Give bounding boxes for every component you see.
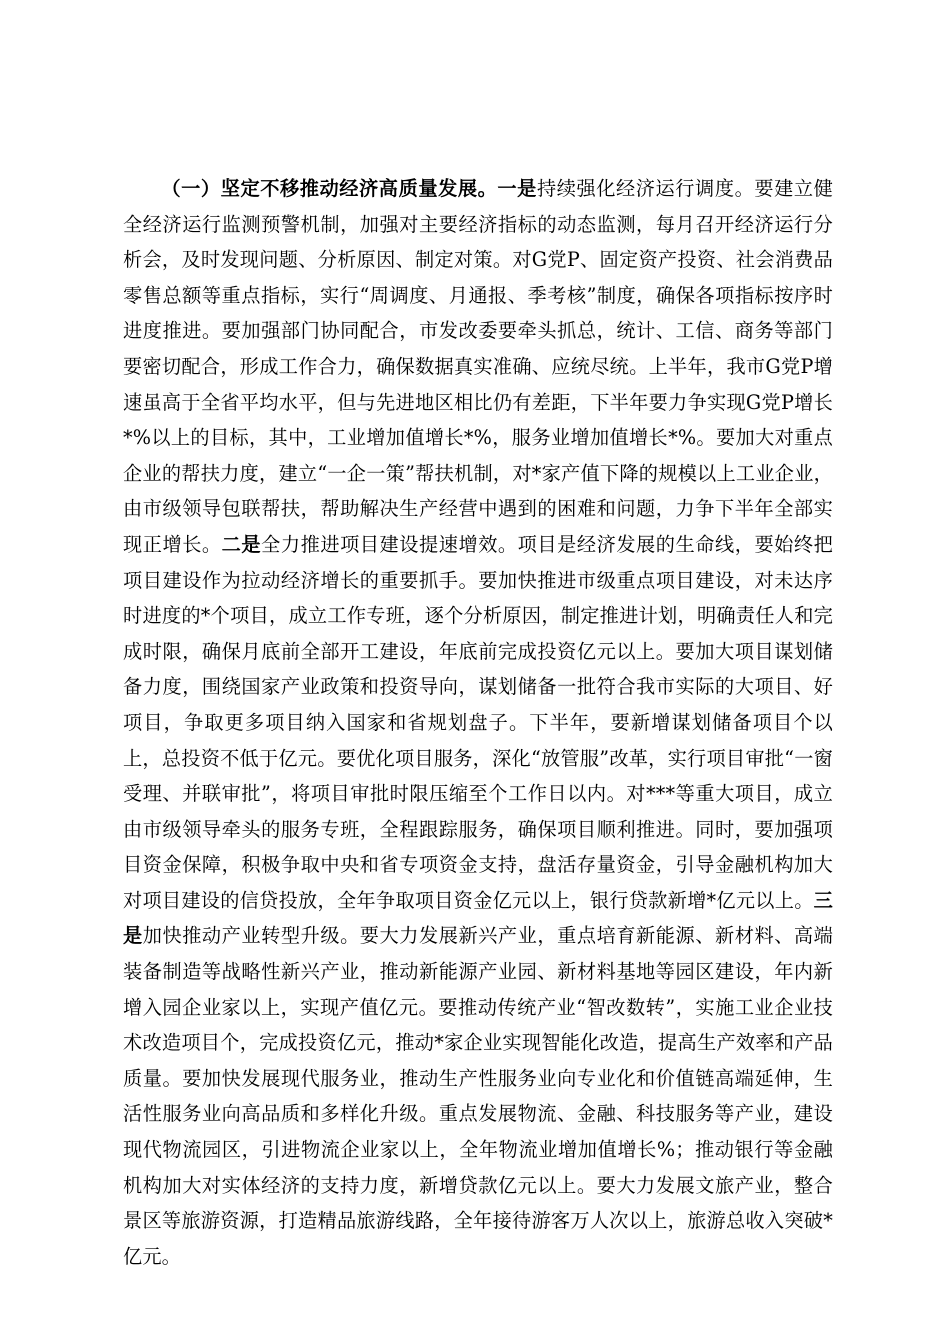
- point-2-marker: 二是: [221, 532, 262, 556]
- point-3-marker: 三是: [123, 888, 833, 948]
- point-3-text: 加快推动产业转型升级。要大力发展新兴产业，重点培育新能源、新材料、高端装备制造等战略性新兴产业，推动新能源产业园、新材料基地等园区建设，年内新增入园企业家以上，实现产值亿元。要推动传统产业“智改数转”，实施工业企业技术改造项目个，完成投资亿元，推动*家企业实现智能化改造，提高生产效率和产品质量。要加快发展现代服务业，推动生产性服务业向专业化和价值链高端延伸，生活性服务业向高品质和多样化升级。重点发展物流、金融、科技服务等产业，建设现代物流园区，引进物流企业家以上，全年物流业增加值增长%；推动银行等金融机构加大对实体经济的支持力度，新增贷款亿元以上。要大力发展文旅产业，整合景区等旅游资源，打造精品旅游线路，全年接待游客万人次以上，旅游总收入突破*亿元。: [123, 924, 833, 1268]
- body-paragraph: [123, 171, 833, 1274]
- section-heading: （一）坚定不移推动经济高质量发展。: [161, 177, 498, 200]
- point-1-text: 持续强化经济运行调度。要建立健全经济运行监测预警机制，加强对主要经济指标的动态监测，每月召开经济运行分析会，及时发现问题、分析原因、制定对策。对G党P、固定资产投资、社会消费品零售总额等重点指标，实行“周调度、月通报、季考核”制度，确保各项指标按序时进度推进。要加强部门协同配合，市发改委要牵头抓总，统计、工信、商务等部门要密切配合，形成工作合力，确保数据真实准确、应统尽统。上半年，我市G党P增速虽高于全省平均水平，但与先进地区相比仍有差距，下半年要力争实现G党P增长*%以上的目标，其中，工业增加值增长*%，服务业增加值增长*%。要加大对重点企业的帮扶力度，建立“一企一策”帮扶机制，对*家产值下降的规模以上工业企业，由市级领导包联帮扶，帮助解决生产经营中遇到的困难和问题，力争下半年全部实现正增长。: [123, 177, 833, 556]
- point-1-marker: 一是: [497, 177, 537, 200]
- point-2-text: 全力推进项目建设提速增效。项目是经济发展的生命线，要始终把项目建设作为拉动经济增长的重要抓手。要加快推进市级重点项目建设，对未达序时进度的*个项目，成立工作专班，逐个分析原因，制定推进计划，明确责任人和完成时限，确保月底前全部开工建设，年底前完成投资亿元以上。要加大项目谋划储备力度，围绕国家产业政策和投资导向，谋划储备一批符合我市实际的大项目、好项目，争取更多项目纳入国家和省规划盘子。下半年，要新增谋划储备项目个以上，总投资不低于亿元。要优化项目服务，深化“放管服”改革，实行项目审批“一窗受理、并联审批”，将项目审批时限压缩至个工作日以内。对***等重大项目，成立由市级领导牵头的服务专班，全程跟踪服务，确保项目顺利推进。同时，要加强项目资金保障，积极争取中央和省专项资金支持，盘活存量资金，引导金融机构加大对项目建设的信贷投放，全年争取项目资金亿元以上，银行贷款新增*亿元以上。: [123, 532, 833, 912]
